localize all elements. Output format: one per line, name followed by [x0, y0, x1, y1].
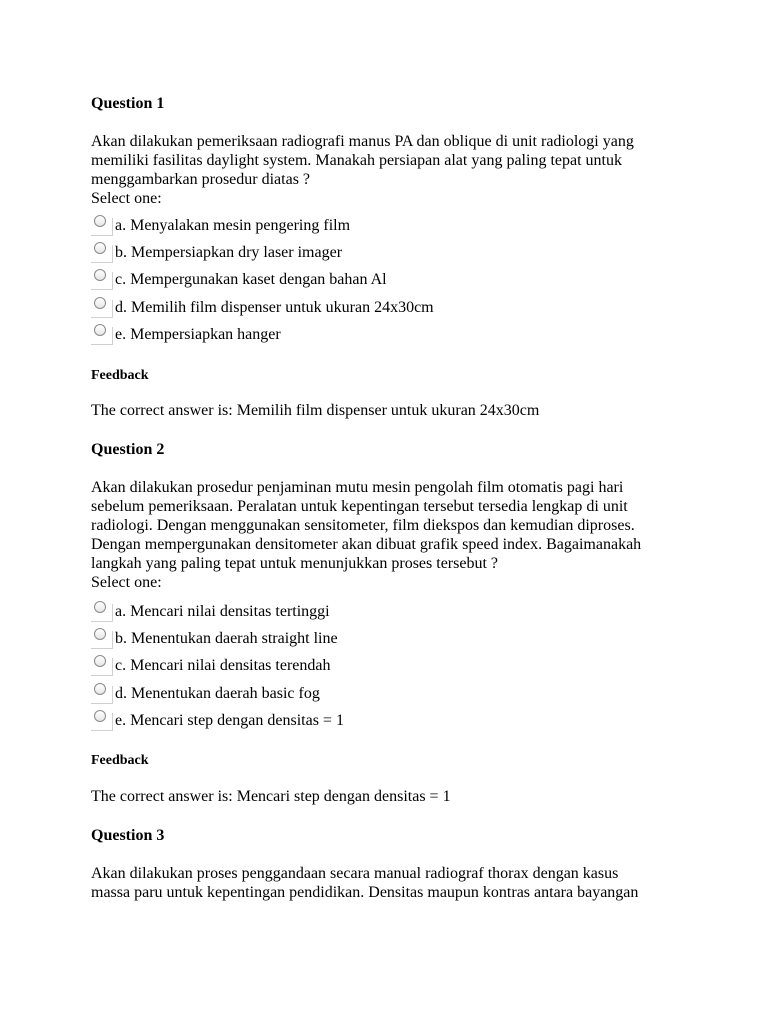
option-label: d. Menentukan daerah basic fog [115, 684, 320, 702]
option-label: e. Mempersiapkan hanger [115, 325, 281, 343]
answer-option[interactable] [91, 241, 691, 268]
option-label: a. Menyalakan mesin pengering film [115, 217, 351, 234]
option-label: c. Mencari nilai densitas terendah [115, 657, 331, 675]
radio-circle-icon [94, 242, 106, 254]
radio-circle-icon [94, 297, 106, 309]
option-label: b. Menentukan daerah straight line [115, 630, 338, 648]
correct-answer [91, 787, 691, 806]
radio-button[interactable] [91, 682, 115, 704]
option-label: d. Memilih film dispenser untuk ukuran 24x30cm [115, 298, 434, 316]
correct-answer-text: The correct answer is: Mencari step dengan densitas = 1 [91, 788, 451, 805]
question-text-line: Akan dilakukan prosedur penjaminan mutu mesin pengolah film otomatis pagi hari [91, 479, 624, 496]
question-text-line: massa paru untuk kepentingan pendidikan. Densitas maupun kontras antara bayangan [91, 884, 639, 901]
feedback-section [91, 366, 691, 385]
radio-circle-icon [94, 655, 106, 667]
question-1-text [91, 132, 691, 208]
question-3-text [91, 864, 691, 902]
radio-circle-icon [94, 269, 106, 281]
radio-button[interactable] [91, 296, 115, 318]
correct-answer-text: The correct answer is: Memilih film dispenser untuk ukuran 24x30cm [91, 402, 540, 419]
question-1 [91, 94, 691, 113]
radio-button[interactable] [91, 627, 115, 649]
radio-button[interactable] [91, 323, 115, 345]
radio-circle-icon [94, 628, 106, 640]
answer-option[interactable] [91, 709, 691, 736]
radio-button[interactable] [91, 709, 115, 731]
radio-button[interactable] [91, 654, 115, 676]
question-text-line: radiologi. Dengan menggunakan sensitometer, film diekspos dan kemudian diproses. [91, 517, 635, 534]
answer-option[interactable] [91, 654, 691, 681]
radio-button[interactable] [91, 214, 115, 236]
answer-option[interactable] [91, 627, 691, 654]
feedback-section [91, 751, 691, 770]
answer-option[interactable] [91, 296, 691, 323]
question-text-line: memiliki fasilitas daylight system. Manakah persiapan alat yang paling tepat untuk [91, 152, 622, 169]
question-2 [91, 440, 691, 459]
radio-button[interactable] [91, 268, 115, 290]
radio-circle-icon [94, 601, 106, 613]
option-label: e. Mencari step dengan densitas = 1 [115, 711, 344, 729]
option-label: b. Mempersiapkan dry laser imager [115, 244, 343, 262]
radio-circle-icon [94, 710, 106, 722]
question-title: Question 2 [91, 441, 165, 458]
question-3 [91, 826, 691, 845]
select-one-label: Select one: [91, 574, 162, 591]
radio-circle-icon [94, 215, 106, 227]
option-label: a. Mencari nilai densitas tertinggi [115, 603, 330, 620]
option-label: c. Mempergunakan kaset dengan bahan Al [115, 271, 387, 289]
question-title: Question 1 [91, 95, 165, 112]
question-1-options [91, 214, 691, 350]
answer-option[interactable] [91, 323, 691, 350]
answer-option[interactable] [91, 268, 691, 295]
question-text-line: Dengan mempergunakan densitometer akan dibuat grafik speed index. Bagaimanakah [91, 536, 642, 553]
select-one-label: Select one: [91, 190, 162, 207]
radio-button[interactable] [91, 600, 115, 622]
question-text-line: langkah yang paling tepat untuk menunjukkan proses tersebut ? [91, 555, 499, 572]
radio-button[interactable] [91, 241, 115, 263]
question-text-line: Akan dilakukan proses penggandaan secara manual radiograf thorax dengan kasus [91, 865, 619, 882]
radio-circle-icon [94, 324, 106, 336]
question-text-line: Akan dilakukan pemeriksaan radiografi manus PA dan oblique di unit radiologi yang [91, 133, 634, 150]
answer-option[interactable] [91, 600, 691, 627]
correct-answer [91, 401, 691, 420]
question-title: Question 3 [91, 827, 165, 844]
feedback-title: Feedback [91, 753, 149, 768]
question-2-text [91, 478, 691, 592]
answer-option[interactable] [91, 214, 691, 241]
question-text-line: sebelum pemeriksaan. Peralatan untuk kepentingan tersebut tersedia lengkap di unit [91, 498, 628, 515]
feedback-title: Feedback [91, 368, 149, 383]
question-2-options [91, 600, 691, 736]
answer-option[interactable] [91, 682, 691, 709]
question-text-line: menggambarkan prosedur diatas ? [91, 171, 311, 188]
radio-circle-icon [94, 683, 106, 695]
